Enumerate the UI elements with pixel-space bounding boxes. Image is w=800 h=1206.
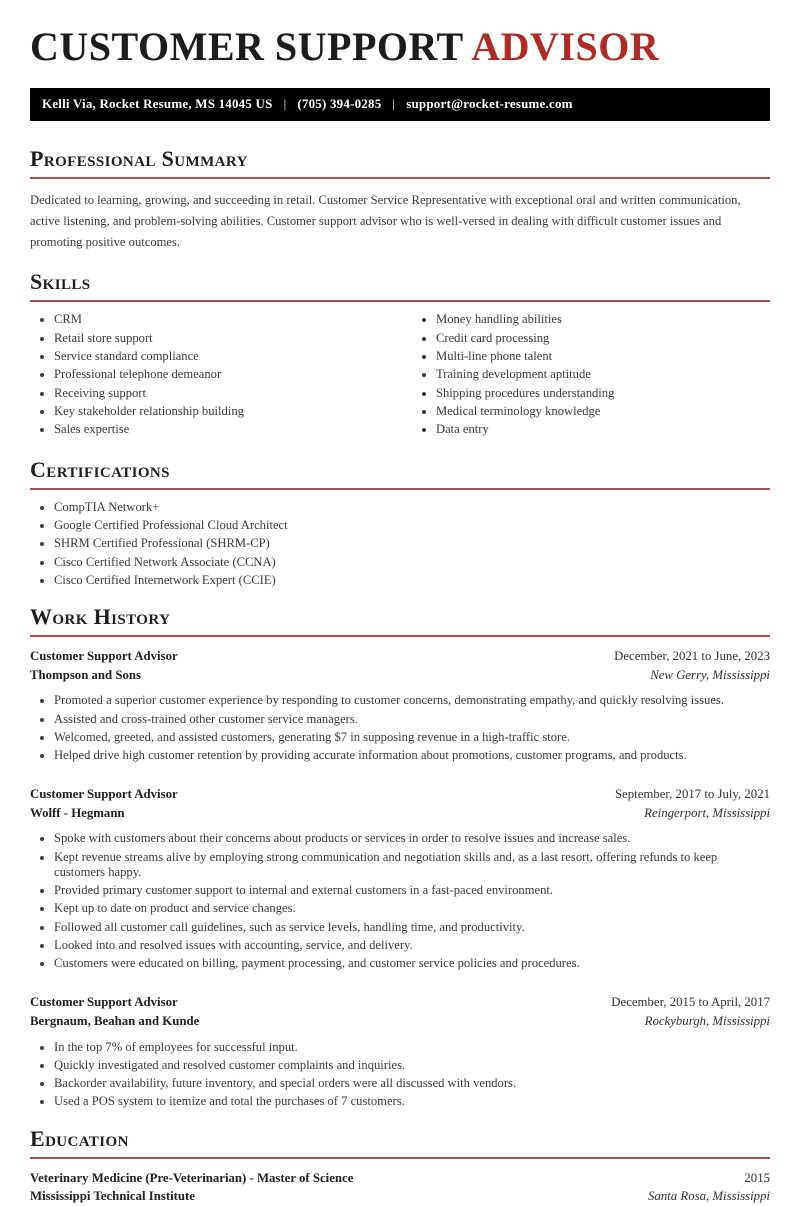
- certifications-heading: Certifications: [30, 456, 170, 482]
- summary-text: Dedicated to learning, growing, and succeeding in retail. Customer Service Representative with exceptional oral and written communication, active listening, and problem-solving abilities. Customer support advisor who is well-versed in dealing with difficult customer issues and promoting positive outcomes.: [30, 193, 741, 250]
- certifications-list: [30, 500, 770, 588]
- skill-item: • Shipping procedures understanding: [436, 386, 770, 401]
- education-entry: [30, 1169, 770, 1206]
- skill-item: • Multi-line phone talent: [436, 349, 770, 364]
- page-title: [30, 26, 770, 68]
- job-bullet: • Kept revenue streams alive by employing strong communication and negotiation skills and, as a last resort, offering refunds to keep customers happy.: [54, 850, 770, 880]
- skill-item: • Credit card processing: [436, 331, 770, 346]
- job-entry: [30, 785, 770, 971]
- skill-item: • CRM: [54, 312, 400, 327]
- job-title-row: [30, 785, 770, 804]
- education-school-row: [30, 1187, 770, 1206]
- skills-column-left: [30, 302, 400, 440]
- section-work-history: [30, 605, 770, 1109]
- education-degree: Veterinary Medicine (Pre-Veterinarian) - Master of Science: [30, 1170, 354, 1185]
- certification-item: • SHRM Certified Professional (SHRM-CP): [54, 536, 770, 551]
- job-location: Reingerport, Mississippi: [644, 805, 770, 820]
- section-skills: [30, 270, 770, 440]
- skills-columns: [30, 302, 770, 440]
- job-company: Bergnaum, Beahan and Kunde: [30, 1013, 200, 1028]
- job-bullet: • Kept up to date on product and service changes.: [54, 901, 770, 916]
- title-main: CUSTOMER SUPPORT: [30, 24, 463, 69]
- job-dates: December, 2021 to June, 2023: [614, 649, 770, 664]
- job-bullet: • In the top 7% of employees for successful input.: [54, 1040, 770, 1055]
- job-location: New Gerry, Mississippi: [650, 667, 770, 682]
- job-title: Customer Support Advisor: [30, 649, 178, 664]
- job-bullet: • Used a POS system to itemize and total the purchases of 7 customers.: [54, 1094, 770, 1109]
- section-divider: [30, 177, 770, 179]
- professional-summary-heading: Professional Summary: [30, 146, 248, 171]
- job-bullet-list: [30, 693, 770, 763]
- skill-item: • Training development aptitude: [436, 367, 770, 382]
- job-bullet-list: [30, 831, 770, 971]
- skill-item: • Service standard compliance: [54, 349, 400, 364]
- title-accent: ADVISOR: [471, 24, 660, 69]
- section-divider: [30, 635, 770, 637]
- job-entry: [30, 993, 770, 1109]
- skill-item: • Receiving support: [54, 386, 400, 401]
- education-school: Mississippi Technical Institute: [30, 1189, 195, 1204]
- skill-item: • Data entry: [436, 422, 770, 437]
- certification-item: • CompTIA Network+: [54, 500, 770, 515]
- job-title: Customer Support Advisor: [30, 995, 178, 1010]
- contact-separator: |: [392, 96, 396, 111]
- job-bullet: • Provided primary customer support to internal and external customers in a fast-paced environment.: [54, 883, 770, 898]
- section-divider: [30, 488, 770, 490]
- contact-phone: (705) 394-0285: [297, 96, 382, 111]
- certification-item: • Google Certified Professional Cloud Architect: [54, 518, 770, 533]
- job-entry: [30, 647, 770, 763]
- section-education: [30, 1127, 770, 1206]
- job-bullet: • Customers were educated on billing, payment processing, and customer service policies and procedures.: [54, 956, 770, 971]
- job-bullet: • Promoted a superior customer experience by responding to customer concerns, demonstrating empathy, and quickly resolving issues.: [54, 693, 770, 708]
- job-title: Customer Support Advisor: [30, 787, 178, 802]
- certification-item: • Cisco Certified Network Associate (CCNA): [54, 555, 770, 570]
- job-bullet: • Quickly investigated and resolved customer complaints and inquiries.: [54, 1058, 770, 1073]
- certification-item: • Cisco Certified Internetwork Expert (CCIE): [54, 573, 770, 588]
- job-bullet: • Welcomed, greeted, and assisted customers, generating $7 in supposing revenue in a high-traffic store.: [54, 730, 770, 745]
- job-company-row: [30, 804, 770, 823]
- education-degree-row: [30, 1169, 770, 1188]
- section-divider: [30, 1157, 770, 1159]
- section-certifications: [30, 458, 770, 588]
- job-title-row: [30, 993, 770, 1012]
- job-company-row: [30, 1012, 770, 1031]
- skill-item: • Money handling abilities: [436, 312, 770, 327]
- contact-separator: |: [283, 96, 287, 111]
- skill-item: • Key stakeholder relationship building: [54, 404, 400, 419]
- skills-list-left: [30, 312, 400, 437]
- skill-item: • Medical terminology knowledge: [436, 404, 770, 419]
- contact-bar: [30, 88, 770, 121]
- job-location: Rockyburgh, Mississippi: [644, 1013, 770, 1028]
- skills-column-right: [400, 302, 770, 440]
- job-company: Thompson and Sons: [30, 667, 141, 682]
- job-title-row: [30, 647, 770, 666]
- job-bullet: • Spoke with customers about their concerns about products or services in order to resolve issues and increase sales.: [54, 831, 770, 846]
- job-dates: September, 2017 to July, 2021: [614, 787, 770, 802]
- skill-item: • Professional telephone demeanor: [54, 367, 400, 382]
- skills-heading: Skills: [30, 269, 91, 295]
- education-heading: Education: [30, 1125, 129, 1151]
- job-company-row: [30, 666, 770, 685]
- job-bullet: • Helped drive high customer retention by providing accurate information about promotions, customer programs, and products.: [54, 748, 770, 763]
- job-bullet: • Assisted and cross-trained other customer service managers.: [54, 712, 770, 727]
- job-company: Wolff - Hegmann: [30, 805, 125, 820]
- job-bullet: • Looked into and resolved issues with accounting, service, and delivery.: [54, 938, 770, 953]
- contact-email: support@rocket-resume.com: [406, 96, 573, 111]
- skills-list-right: [412, 312, 770, 437]
- education-year: 2015: [744, 1170, 770, 1185]
- job-bullet: • Backorder availability, future inventory, and special orders were all discussed with vendors.: [54, 1076, 770, 1091]
- section-professional-summary: [30, 147, 770, 253]
- work-history-heading: Work History: [30, 604, 171, 630]
- job-bullet: • Followed all customer call guidelines, such as service levels, handling time, and productivity.: [54, 920, 770, 935]
- job-bullet-list: [30, 1040, 770, 1110]
- contact-address: Kelli Via, Rocket Resume, MS 14045 US: [42, 96, 273, 111]
- skill-item: • Retail store support: [54, 331, 400, 346]
- job-dates: December, 2015 to April, 2017: [611, 995, 770, 1010]
- skill-item: • Sales expertise: [54, 422, 400, 437]
- education-location: Santa Rosa, Mississippi: [648, 1189, 770, 1204]
